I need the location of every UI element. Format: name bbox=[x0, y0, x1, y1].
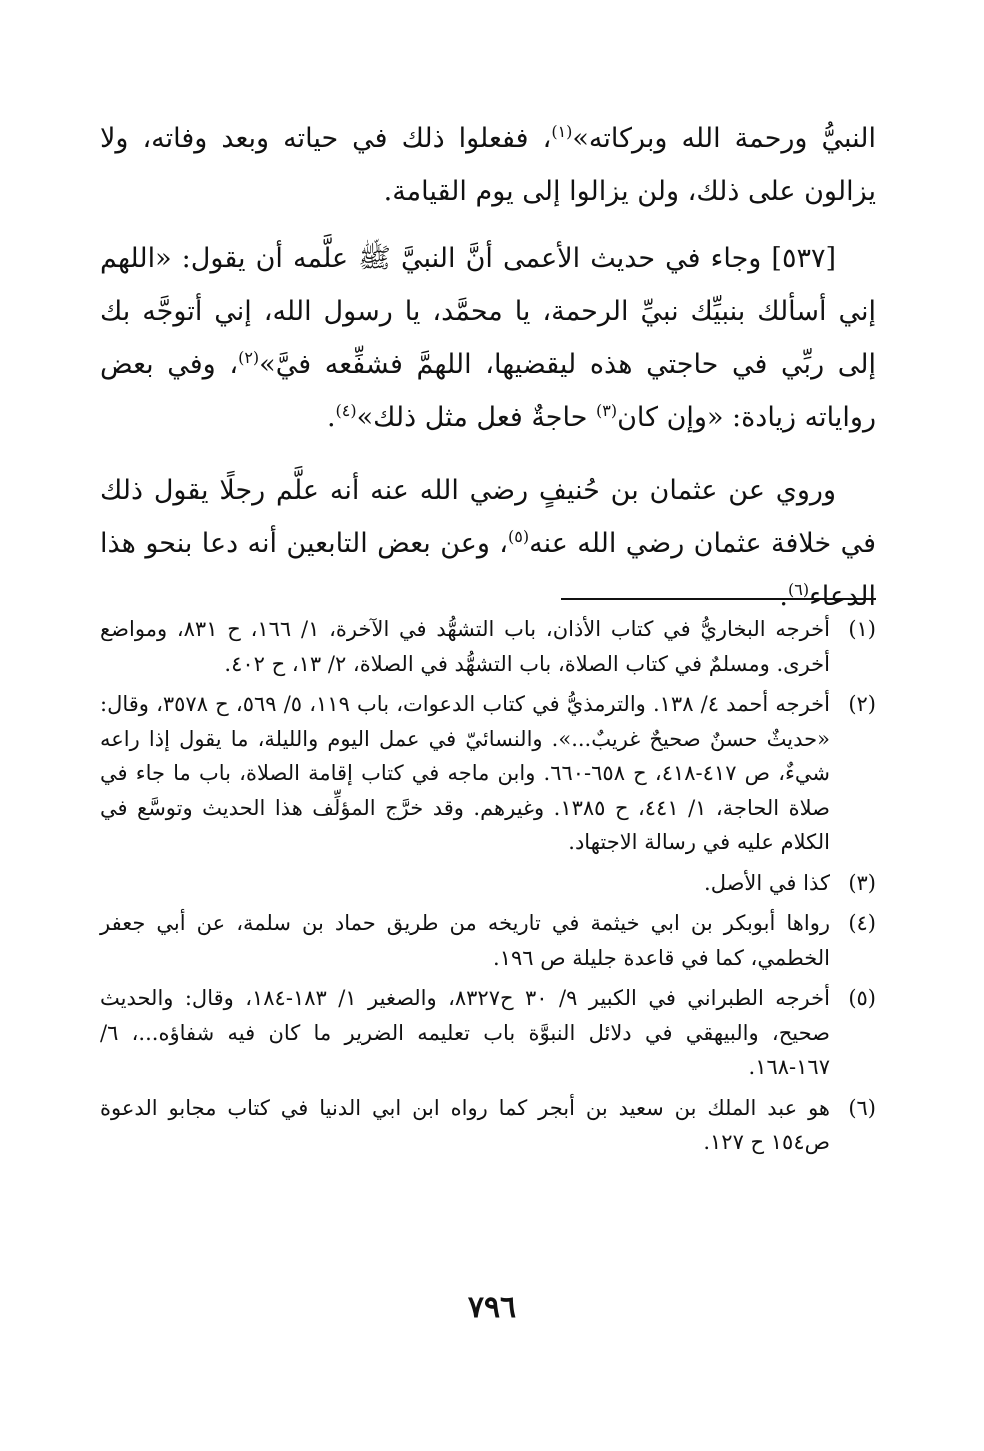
footnote-text: رواها أبوبكر بن ابي خيثمة في تاريخه من طريق حماد بن سلمة، عن أبي جعفر الخطمي، كما في قاعدة جليلة ص ١٩٦. bbox=[100, 911, 830, 970]
footnote-4 bbox=[100, 906, 876, 975]
footnote-6 bbox=[100, 1091, 876, 1160]
paragraph-2 bbox=[100, 232, 876, 444]
footnote-text: أخرجه البخاريُّ في كتاب الأذان، باب التشهُّد في الآخرة، ١/ ١٦٦، ح ٨٣١، ومواضع أخرى. ومسلمٌ في كتاب الصلاة، باب التشهُّد في الصلاة، ٢/ ١٣، ح ٤٠٢. bbox=[100, 617, 830, 676]
paragraph-2-text-b: ، وفي بعض رواياته زيادة: «وإن كان bbox=[100, 349, 876, 433]
footnote-1 bbox=[100, 612, 876, 681]
paragraph-3-text-b: ، وعن بعض التابعين أنه دعا بنحو هذا الدعاء bbox=[100, 528, 876, 612]
footnote-divider bbox=[561, 598, 876, 600]
footnote-number: (٦) bbox=[848, 1095, 876, 1120]
footnote-marker-4: (٤) bbox=[335, 401, 357, 420]
footnote-3 bbox=[100, 866, 876, 901]
footnote-5 bbox=[100, 981, 876, 1085]
page-number: ٧٩٦ bbox=[467, 1290, 517, 1325]
paragraph-3-text-c: . bbox=[779, 581, 788, 612]
footnote-marker-2: (٢) bbox=[238, 348, 260, 367]
paragraph-1-text-a: النبيُّ ورحمة الله وبركاته» bbox=[572, 123, 877, 154]
paragraph-1 bbox=[100, 112, 876, 218]
footnote-text: هو عبد الملك بن سعيد بن أبجر كما رواه ابن ابي الدنيا في كتاب مجابو الدعوة ص١٥٤ ح ١٢٧. bbox=[100, 1095, 830, 1154]
footnote-text: أخرجه أحمد ٤/ ١٣٨. والترمذيُّ في كتاب الدعوات، باب ١١٩، ٥/ ٥٦٩، ح ٣٥٧٨، وقال: «حديثٌ حسنٌ صحيحٌ غريبٌ...». والنسائيّ في عمل اليوم والليلة، ما يقول إذا راعه شيءٌ، ص ٤١٧-٤١٨، ح ٦٥٨-٦٦٠. وابن ماجه في كتاب إقامة الصلاة، باب ما جاء في صلاة الحاجة، ١/ ٤٤١، ح ١٣٨٥. وغيرهم. وقد خرَّج المؤلِّف هذا الحديث وتوسَّع في الكلام عليه في رسالة الاجتهاد. bbox=[100, 692, 830, 854]
footnote-2 bbox=[100, 687, 876, 860]
paragraph-1-text-b: ، ففعلوا ذلك في حياته وبعد وفاته، ولا يزالون على ذلك، ولن يزالوا إلى يوم القيامة. bbox=[100, 123, 876, 207]
main-text bbox=[100, 112, 876, 643]
footnote-number: (٣) bbox=[848, 870, 876, 895]
paragraph-2-text-a: [٥٣٧] وجاء في حديث الأعمى أنَّ النبيَّ ﷺ علَّمه أن يقول: «اللهم إني أسألك بنبيِّك نبيِّ الرحمة، يا محمَّد، يا رسول الله، إني أتوجَّه بك إلى ربِّي في حاجتي هذه ليقضيها، اللهمَّ فشفِّعه فيَّ» bbox=[100, 243, 876, 380]
footnote-number: (١) bbox=[848, 617, 876, 641]
footnote-number: (٥) bbox=[848, 986, 876, 1010]
footnote-text: كذا في الأصل. bbox=[704, 870, 830, 895]
paragraph-2-text-c: حاجةٌ فعل مثل ذلك» bbox=[356, 402, 596, 433]
footnote-marker-1: (١) bbox=[551, 122, 573, 141]
footnote-text: أخرجه الطبراني في الكبير ٩/ ٣٠ ح٨٣٢٧، والصغير ١/ ١٨٣-١٨٤، وقال: والحديث صحيح، والبيهقي في دلائل النبوَّة باب تعليمه الضرير ما كان فيه شفاؤه...، ٦/ ١٦٧-١٦٨. bbox=[100, 986, 830, 1079]
paragraph-2-text-d: . bbox=[326, 402, 336, 433]
footnotes bbox=[100, 612, 876, 1166]
footnote-marker-3: (٣) bbox=[596, 401, 618, 420]
footnote-marker-6: (٦) bbox=[787, 580, 810, 599]
paragraph-3-text-a: وروي عن عثمان بن حُنيفٍ رضي الله عنه أنه علَّم رجلًا يقول ذلك في خلافة عثمان رضي الله عنه bbox=[100, 475, 876, 559]
footnote-number: (٢) bbox=[848, 692, 876, 716]
footnote-marker-5: (٥) bbox=[508, 527, 530, 546]
footnote-number: (٤) bbox=[848, 911, 876, 935]
